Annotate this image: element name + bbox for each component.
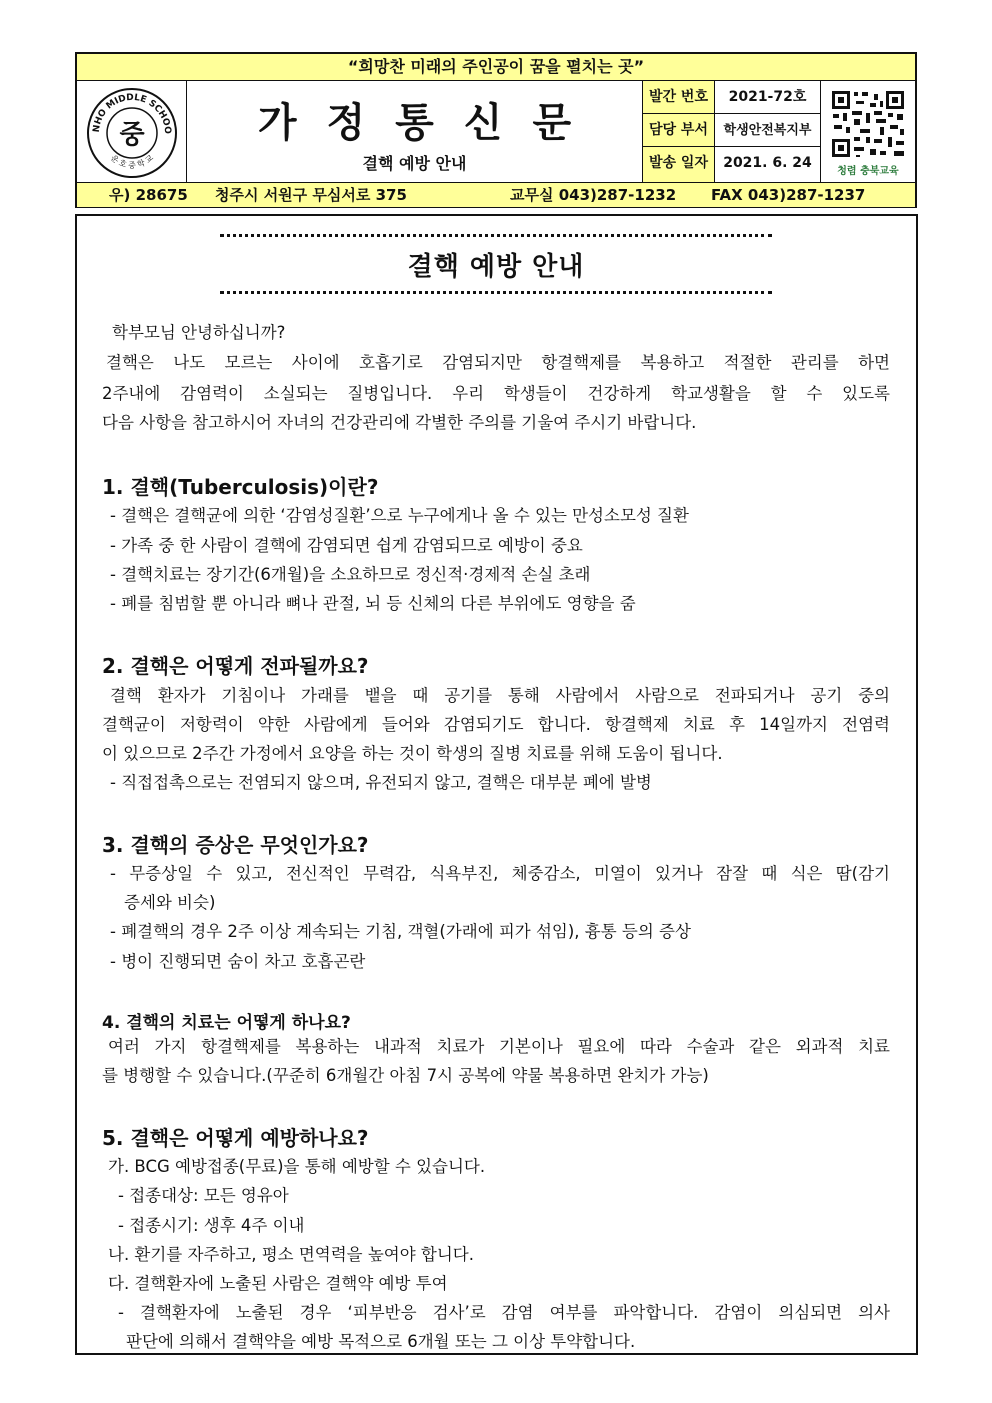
issue-number-value: 2021-72호 [715,81,821,113]
section-5-line-4: 나. 환기를 자주하고, 평소 면역력을 높여야 합니다. [108,1245,474,1264]
section-2-line-2: 결핵균이 저항력이 약한 사람에게 들어와 감염되기도 합니다. 항결핵제 치료 후 14일까지 전염력 [102,715,890,734]
newsletter-subtitle: 결핵 예방 안내 [362,154,467,173]
send-date-label: 발송 일자 [643,147,715,182]
newsletter-title: 가정통신문 [257,99,602,146]
section-5-line-6: - 결핵환자에 노출된 경우 ‘피부반응 검사’로 감염 여부를 파악합니다. 감염이 의심되면 의사 [118,1303,890,1322]
postal-code: 우) 28675 [109,186,188,204]
department-row [643,114,821,147]
greeting: 학부모님 안녕하십니까? [112,323,286,342]
section-4-line-2: 를 병행할 수 있습니다.(꾸준히 6개월간 아침 7시 공복에 약물 복용하면 완치가 가능) [102,1066,709,1085]
header-main-row [77,81,915,182]
intro-line-1: 결핵은 나도 모르는 사이에 호흡기로 감염되지만 항결핵제를 복용하고 적절한 관리를 하면 [106,353,890,372]
street-address: 청주시 서원구 무심서로 375 [215,186,407,204]
section-3-line-2: 증세와 비슷) [124,893,216,912]
office-phone: 교무실 043)287-1232 [510,186,677,204]
section-2-line-3: 이 있으므로 2주간 가정에서 요양을 하는 것이 학생의 질병 치료를 위해 도움이 됩니다. [102,744,723,763]
issue-number-label: 발간 번호 [643,81,715,113]
section-5-line-7: 판단에 의해서 결핵약을 예방 목적으로 6개월 또는 그 이상 투약합니다. [126,1332,636,1351]
department-label: 담당 부서 [643,114,715,146]
section-5-heading: 5. 결핵은 어떻게 예방하나요? [102,1126,369,1150]
address-bar [77,182,915,207]
svg-text:운 호 중 학 교 [109,153,155,170]
section-1-line-1: - 결핵은 결핵균에 의한 ‘감염성질환’으로 누구에게나 올 수 있는 만성소모성 질환 [110,506,689,525]
section-3-line-4: - 병이 진행되면 숨이 차고 호흡곤란 [110,952,366,971]
section-5-line-5: 다. 결핵환자에 노출된 사람은 결핵약 예방 투여 [108,1274,448,1293]
section-2-line-4: - 직접접촉으로는 전염되지 않으며, 유전되지 않고, 결핵은 대부분 폐에 발병 [110,773,652,792]
section-5-line-1: 가. BCG 예방접종(무료)을 통해 예방할 수 있습니다. [108,1157,486,1176]
title-cell [187,81,643,182]
section-3-line-1: - 무증상일 수 있고, 전신적인 무력감, 식욕부진, 체중감소, 미열이 있거나 잠잘 때 식은 땀(감기 [110,864,890,883]
logo-center-char: 중 [119,120,145,150]
qr-code-icon[interactable] [830,89,906,159]
section-2-line-1: 결핵 환자가 기침이나 가래를 뱉을 때 공기를 통해 사람에서 사람으로 전파되거나 공기 중의 [110,686,890,705]
issue-number-row [643,81,821,114]
qr-cell [821,81,915,182]
logo-bottom-text: 운 호 중 학 교 [108,153,156,170]
intro-line-2: 2주내에 감염력이 소실되는 질병입니다. 우리 학생들이 건강하게 학교생활을 할 수 있도록 [102,384,890,403]
school-slogan: “희망찬 미래의 주인공이 꿈을 펼치는 곳” [77,54,915,81]
section-1-line-3: - 결핵치료는 장기간(6개월)을 소요하므로 정신적·경제적 손실 초래 [110,565,591,584]
section-1-heading: 1. 결핵(Tuberculosis)이란? [102,475,379,499]
logo-ring-text: NHO MIDDLE SCHOO [91,92,173,135]
section-2-heading: 2. 결핵은 어떻게 전파될까요? [102,654,369,678]
section-5-line-2: - 접종대상: 모든 영유아 [118,1186,289,1205]
send-date-value: 2021. 6. 24 [715,147,821,182]
section-1-line-2: - 가족 중 한 사람이 결핵에 감염되면 쉽게 감염되므로 예방이 중요 [110,536,583,555]
issue-info-table [643,81,821,182]
section-4-heading: 4. 결핵의 치료는 어떻게 하나요? [102,1013,351,1033]
intro-line-3: 다음 사항을 참고하시어 자녀의 건강관리에 각별한 주의를 기울여 주시기 바랍니다. [102,413,697,432]
title-divider-bottom [220,291,772,294]
section-4-line-1: 여러 가지 항결핵제를 복용하는 내과적 치료가 기본이나 필요에 따라 수술과 같은 외과적 치료 [108,1037,890,1056]
title-divider-top [220,234,772,237]
department-value: 학생안전복지부 [715,114,821,146]
school-logo-cell [77,81,187,182]
send-date-row [643,147,821,182]
document-title: 결핵 예방 안내 [407,252,585,282]
section-3-line-3: - 폐결핵의 경우 2주 이상 계속되는 기침, 객혈(가래에 피가 섞임), 흉통 등의 증상 [110,922,691,941]
qr-caption: 청렴 충북교육 [837,166,899,177]
section-3-heading: 3. 결핵의 증상은 무엇인가요? [102,833,369,857]
school-emblem-icon [77,81,187,182]
newsletter-header [75,52,917,208]
section-5-line-3: - 접종시기: 생후 4주 이내 [118,1216,305,1235]
section-1-line-4: - 폐를 침범할 뿐 아니라 뼈나 관절, 뇌 등 신체의 다른 부위에도 영향을 줌 [110,594,636,613]
fax-number: FAX 043)287-1237 [711,186,866,204]
